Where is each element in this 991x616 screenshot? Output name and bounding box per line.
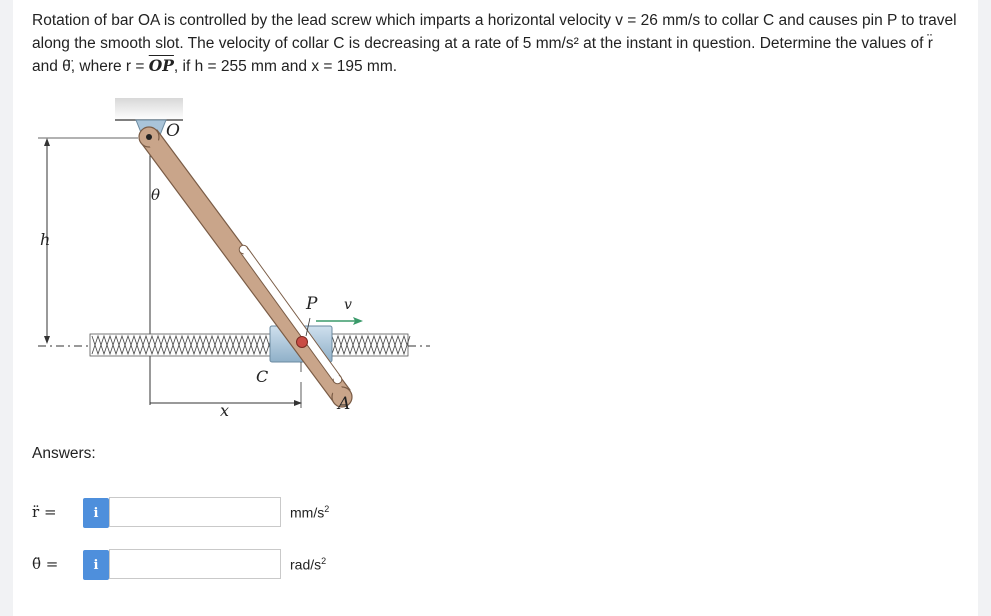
label-p: P (306, 294, 318, 314)
h-top-arrow (44, 138, 50, 146)
h-bottom-arrow (44, 336, 50, 344)
problem-line-2: along the smooth slot. The velocity of collar C is decreasing at a rate of 5 mm/s² at the instant in question. Determine the values of r̈ (32, 34, 933, 52)
info-icon[interactable]: i (83, 498, 109, 528)
theta-ddot-unit (290, 556, 326, 573)
problem-line-3 (32, 55, 967, 79)
label-theta: θ (151, 186, 161, 204)
problem-line-3-post: , if h = 255 mm and x = 195 mm. (173, 58, 398, 75)
theta-ddot-label: θ̈ = (32, 555, 59, 573)
label-h: h (40, 230, 51, 249)
label-a: A (338, 394, 351, 414)
theta-ddot-unit-base: rad/s (290, 556, 322, 573)
theta-ddot-unit-exp: 2 (321, 556, 327, 566)
r-ddot-unit-base: mm/s (290, 504, 325, 521)
answers-title: Answers: (32, 445, 96, 462)
problem-statement (32, 10, 967, 79)
r-ddot-unit-exp: 2 (324, 504, 330, 514)
pivot-pin-o (146, 134, 152, 140)
label-c: C (256, 367, 269, 386)
lead-screw (90, 334, 410, 356)
ceiling-support (115, 98, 183, 120)
r-ddot-unit (290, 504, 329, 521)
pin-p (297, 337, 308, 348)
bar-oa (139, 127, 352, 407)
theta-ddot-input[interactable] (109, 549, 281, 579)
label-v: v (344, 297, 352, 313)
label-o: O (166, 121, 180, 141)
info-icon[interactable]: i (83, 550, 109, 580)
r-ddot-label: r̈ = (32, 503, 57, 521)
label-x: x (220, 401, 230, 420)
op-vector: $\overline{OP}$ (148, 56, 174, 75)
problem-line-1: Rotation of bar OA is controlled by the lead screw which imparts a horizontal velocity v = 26 mm/s to collar C and causes pin P to travel (32, 12, 957, 29)
problem-line-3-pre: and θ̈, where r = (32, 58, 149, 75)
mechanism-figure (20, 90, 440, 430)
r-ddot-input[interactable] (109, 497, 281, 527)
